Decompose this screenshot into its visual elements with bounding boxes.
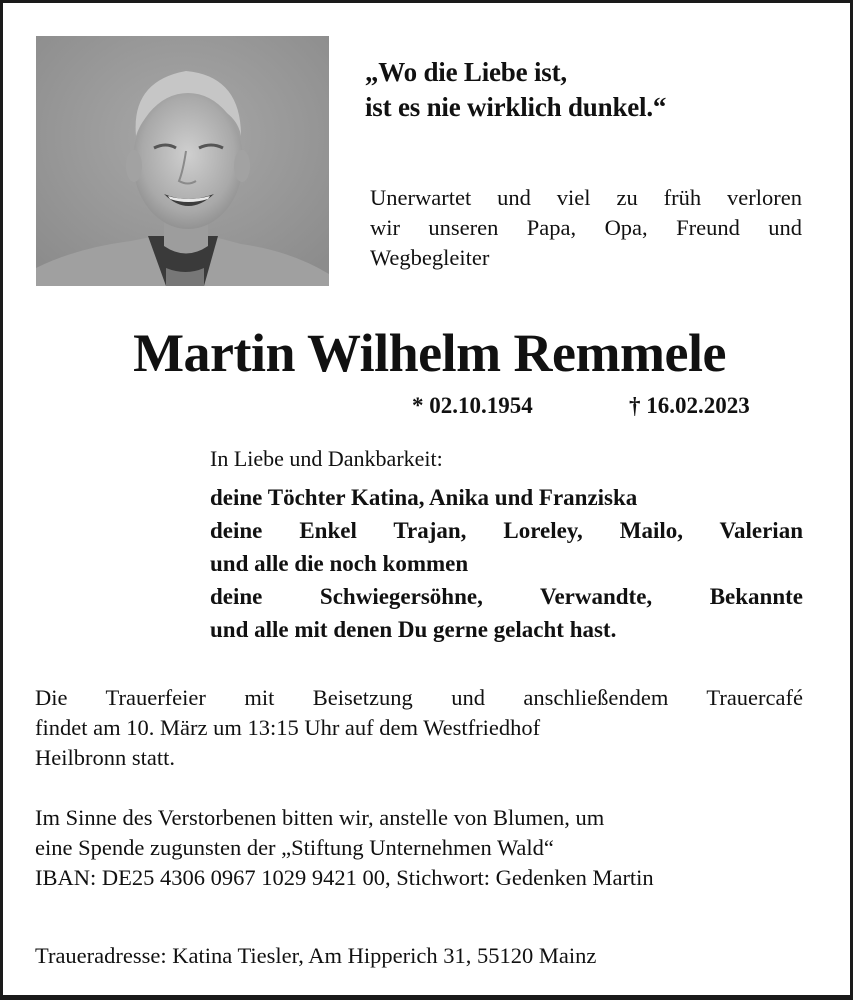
donation-line: eine Spende zugunsten der „Stiftung Unternehmen Wald“ xyxy=(35,835,554,860)
memorial-quote xyxy=(365,55,666,125)
portrait-image xyxy=(36,36,329,286)
mourners-label: In Liebe und Dankbarkeit: xyxy=(210,446,443,471)
ceremony-line: Heilbronn statt. xyxy=(35,745,175,770)
donation-iban-line: IBAN: DE25 4306 0967 1029 9421 00, Stichwort: Gedenken Martin xyxy=(35,865,654,890)
mourning-address: Traueradresse: Katina Tiesler, Am Hipperich 31, 55120 Mainz xyxy=(35,943,597,968)
donation-info xyxy=(35,803,835,893)
death-date: † 16.02.2023 xyxy=(629,393,750,418)
mourners-list xyxy=(210,481,803,646)
mourner-line: deine Schwiegersöhne, Verwandte, Bekannte xyxy=(210,584,803,609)
ceremony-line: findet am 10. März um 13:15 Uhr auf dem Westfriedhof xyxy=(35,715,541,740)
mourner-line: deine Enkel Trajan, Loreley, Mailo, Valerian xyxy=(210,518,803,543)
intro-line: wir unseren Papa, Opa, Freund und xyxy=(370,215,802,240)
mourner-line: und alle die noch kommen xyxy=(210,551,469,576)
intro-line: Wegbegleiter xyxy=(370,245,490,270)
quote-line: ist es nie wirklich dunkel.“ xyxy=(365,92,667,122)
quote-line: „Wo die Liebe ist, xyxy=(365,57,567,87)
birth-date: * 02.10.1954 xyxy=(412,393,533,418)
ceremony-info xyxy=(35,683,803,773)
deceased-name: Martin Wilhelm Remmele xyxy=(133,323,726,383)
mourner-line: und alle mit denen Du gerne gelacht hast. xyxy=(210,617,617,642)
mourner-line: deine Töchter Katina, Anika und Franziska xyxy=(210,485,638,510)
donation-line: Im Sinne des Verstorbenen bitten wir, anstelle von Blumen, um xyxy=(35,805,605,830)
intro-line: Unerwartet und viel zu früh verloren xyxy=(370,185,802,210)
intro-text xyxy=(370,183,802,273)
ceremony-line: Die Trauerfeier mit Beisetzung und anschließendem Trauercafé xyxy=(35,685,803,710)
portrait-photo xyxy=(36,36,329,286)
